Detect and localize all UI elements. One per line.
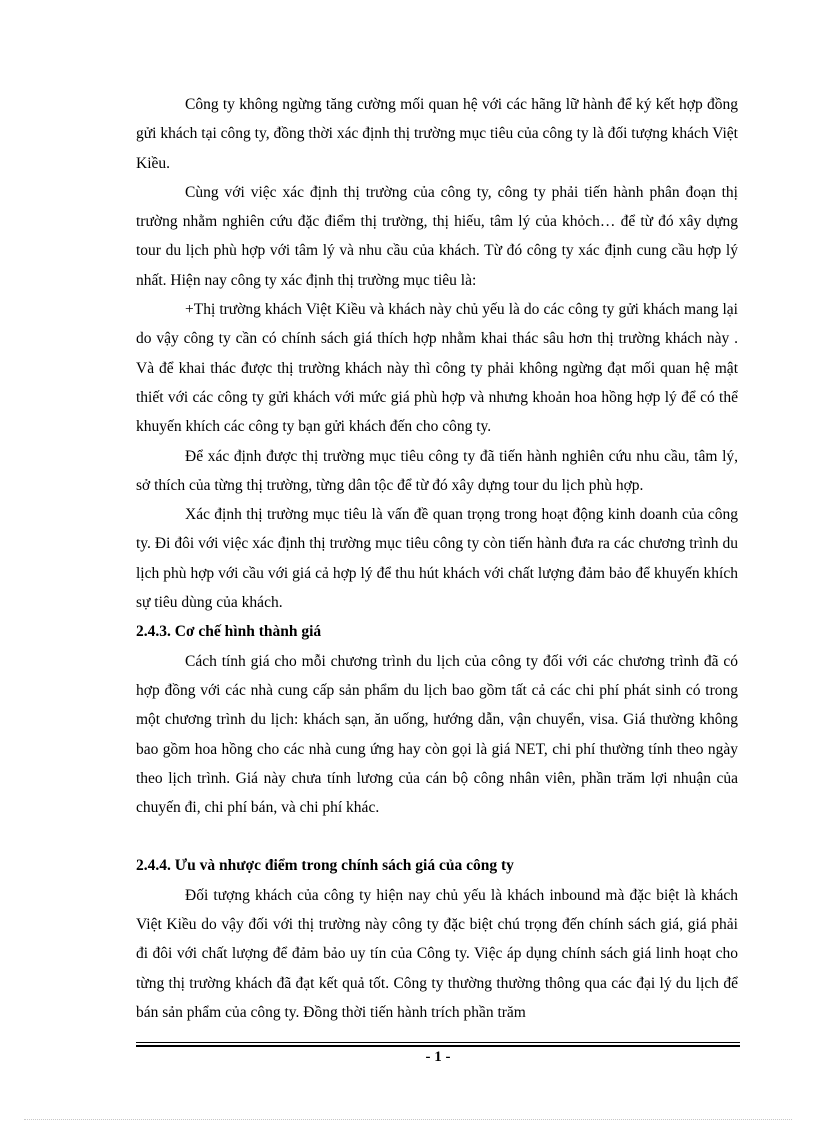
- paragraph-target-market: Xác định thị trường mục tiêu là vấn đề quan trọng trong hoạt động kinh doanh của công ty. Đi đôi với việc xác định thị trường mục tiêu công ty còn tiến hành đưa ra các chương trình du lịch phù hợp với cầu với giá cả hợp lý để thu hút khách với chất lượng đảm bảo để khuyến khích sự tiêu dùng của khách.: [136, 506, 738, 612]
- paragraph-spacer: [136, 822, 738, 851]
- page-edge-divider: [24, 1119, 792, 1120]
- page-number: - 1 -: [425, 1049, 451, 1065]
- document-body: [136, 90, 738, 1027]
- paragraph-market-segmentation: Cùng với việc xác định thị trường của công ty, công ty phải tiến hành phân đoạn thị trường nhằm nghiên cứu đặc điểm thị trường, thị hiếu, tâm lý của khỏch… để từ đó xây dựng tour du lịch phù hợp với tâm lý và nhu cầu của khách. Từ đó công ty xác định cung cầu hợp lý nhất. Hiện nay công ty xác định thị trường mục tiêu là:: [136, 183, 738, 289]
- paragraph-pricing-method: Cách tính giá cho mỗi chương trình du lịch của công ty đối với các chương trình đã có hợp đồng với các nhà cung cấp sản phẩm du lịch bao gồm tất cả các chi phí phát sinh có trong một chương trình du lịch: khách sạn, ăn uống, hướng dẫn, vận chuyển, visa. Giá thường không bao gồm hoa hồng cho các nhà cung ứng hay còn gọi là giá NET, chi phí thường tính theo ngày theo lịch trình. Giá này chưa tính lương của cán bộ công nhân viên, phần trăm lợi nhuận của chuyến đi, chi phí bán, và chi phí khác.: [136, 652, 738, 817]
- paragraph-customer-relations: Công ty không ngừng tăng cường mối quan hệ với các hãng lữ hành để ký kết hợp đồng gửi khách tại công ty, đồng thời xác định thị trường mục tiêu của công ty là đối tượng khách Việt Kiều.: [136, 96, 738, 172]
- paragraph-inbound-customers: Đối tượng khách của công ty hiện nay chủ yếu là khách inbound mà đặc biệt là khách Việt Kiều do vậy đối với thị trường này công ty đặc biệt chú trọng đến chính sách giá, giá phải đi đôi với chất lượng để đảm bảo uy tín của Công ty. Việc áp dụng chính sách giá linh hoạt cho từng thị trường khách đã đạt kết quả tốt. Công ty thường thường thông qua các đại lý du lịch để bán sản phẩm của công ty. Đồng thời tiến hành trích phần trăm: [136, 886, 738, 1021]
- paragraph-market-research: Để xác định được thị trường mục tiêu công ty đã tiến hành nghiên cứu nhu cầu, tâm lý, sở thích của từng thị trường, từng dân tộc để từ đó xây dựng tour du lịch phù hợp.: [136, 447, 738, 494]
- paragraph-overseas-vietnamese-market: +Thị trường khách Việt Kiều và khách này chủ yếu là do các công ty gửi khách mang lại do vậy công ty cần có chính sách giá thích hợp nhằm khai thác sâu hơn thị trường khách này . Và để khai thác được thị trường khách này thì công ty phải không ngừng đạt mối quan hệ mật thiết với các công ty gửi khách với mức giá phù hợp và nhưng khoản hoa hồng hợp lý để có thể khuyến khích các công ty bạn gửi khách đến cho công ty.: [136, 301, 738, 436]
- section-heading-pricing-mechanism: 2.4.3. Cơ chế hình thành giá: [136, 623, 322, 641]
- section-heading-pricing-pros-cons: 2.4.4. Ưu và nhược điểm trong chính sách giá của công ty: [136, 857, 514, 875]
